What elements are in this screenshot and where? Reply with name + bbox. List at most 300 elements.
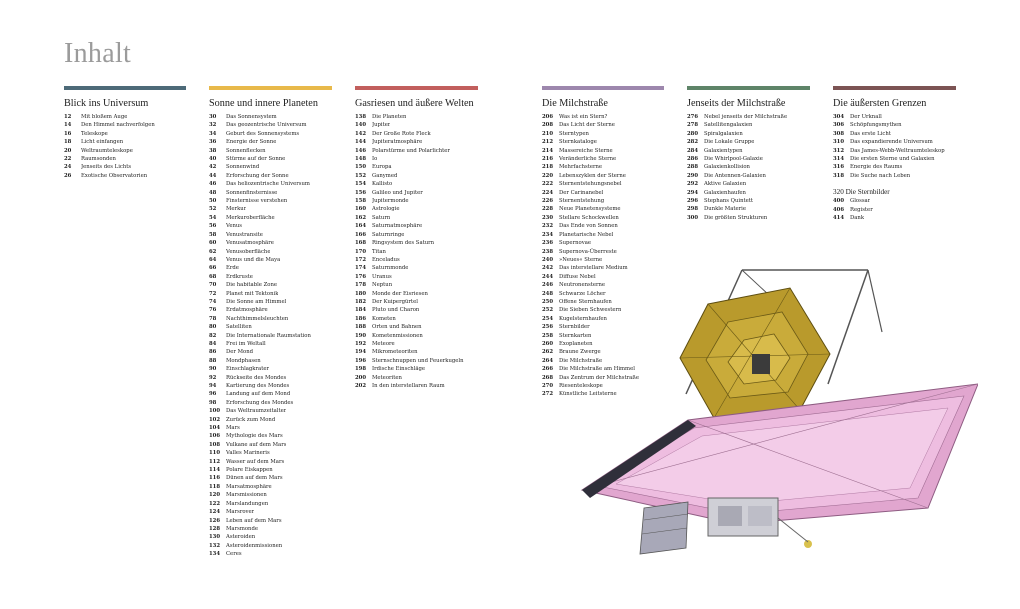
toc-entry-label: Exoplaneten [559,340,593,347]
toc-entry-page: 248 [542,290,554,297]
toc-entry-page: 146 [355,147,367,154]
toc-entry-label: Venus und die Maya [226,256,281,263]
toc-entry-label: Einschlagkrater [226,366,270,373]
toc-entry [209,550,332,558]
toc-entry-label: Asteroidenmissionen [226,542,283,549]
toc-entry-page: 20 [64,147,72,154]
toc-entry-page: 44 [209,172,217,179]
toc-entry-label: Supernovae [559,240,591,247]
toc-entry-label: Pluto und Charon [372,307,420,314]
toc-entry [209,248,332,256]
toc-entry-page: 254 [542,315,554,322]
section-color-bar [542,86,664,90]
toc-entry-label: Lebenszyklen der Sterne [559,172,626,179]
toc-entry-label: Neutronensterne [559,282,606,289]
toc-entry [355,205,478,213]
toc-entry-page: 34 [209,130,217,137]
toc-entry-page: 290 [687,172,699,179]
toc-entry-label: Irdische Einschläge [372,366,426,373]
toc-entry [355,365,478,373]
toc-entry-label: Sternschnuppen und Feuerkugeln [372,357,464,364]
toc-entry-label: Mars [226,425,240,432]
toc-entry-page: 242 [542,265,554,272]
toc-entry-label: Sternkarten [559,332,592,339]
toc-entry-page: 154 [355,181,367,188]
toc-entry-label: Die Antennen-Galaxien [704,172,766,179]
toc-entry-page: 232 [542,223,554,230]
toc-entry-page: 88 [209,357,217,364]
toc-entry-page: 206 [542,114,554,120]
toc-entry-label: Mythologie des Mars [226,433,283,440]
section-heading: Jenseits der Milchstraße [687,98,786,109]
toc-entry [355,130,478,138]
toc-entry [687,138,810,146]
toc-entry-label: Die Lokale Gruppe [704,139,755,146]
toc-entry-label: Der Urknall [850,114,882,120]
toc-entry [542,189,664,197]
toc-entry-page: 198 [355,366,367,373]
toc-entry-page: 220 [542,172,554,179]
toc-entry-label: Kometenmissionen [372,332,423,339]
toc-entry-page: 98 [209,399,217,406]
toc-entry-page: 282 [687,139,699,146]
toc-entry-label: Den Himmel nachverfolgen [81,122,155,129]
toc-entry-page: 194 [355,349,367,356]
toc-entry-page: 32 [209,122,217,129]
toc-entry-label: Valles Marineris [226,450,270,457]
toc-entry-page: 292 [687,181,699,188]
toc-entry [209,432,332,440]
toc-entry-label: Schöpfungsmythen [850,122,902,129]
toc-entry-label: Mit bloßem Auge [81,114,128,120]
section-color-bar [64,86,186,90]
toc-entry-page: 196 [355,357,367,364]
toc-entry [209,281,332,289]
toc-entry-label: Die Whirlpool-Galaxie [704,156,763,163]
toc-entry-label: Neue Planetensysteme [559,206,621,213]
toc-entry-page: 104 [209,425,221,432]
toc-entry-label: Monde der Eisriesen [372,290,428,297]
toc-entry [833,113,956,121]
toc-entry [209,357,332,365]
telescope-illustration [568,262,978,562]
toc-entry-label: Merkur [226,206,247,213]
toc-entry [209,298,332,306]
toc-entry-label: Marsatmosphäre [226,483,272,490]
toc-entry-label: Satellitengalaxien [704,122,753,129]
toc-entry-label: Polarstürme und Polarlichter [372,147,450,154]
toc-column-jenseits [687,86,810,222]
toc-entry-page: 278 [687,122,699,129]
toc-entry-label: Wasser auf dem Mars [226,458,285,465]
toc-entry [64,138,186,146]
toc-entry-label: Das expandierende Universum [850,139,933,146]
toc-entry-page: 142 [355,130,367,137]
toc-entry-page: 214 [542,147,554,154]
section-heading: Die äußersten Grenzen [833,98,927,109]
toc-entry-label: Venus [226,223,243,230]
toc-entry-page: 116 [209,475,221,482]
toc-entry-page: 256 [542,324,554,331]
toc-entry-page: 252 [542,307,554,314]
toc-entry-page: 406 [833,206,845,213]
toc-entry [209,416,332,424]
toc-entry-label: Das Sonnensystem [226,114,277,120]
toc-entry [209,130,332,138]
toc-entry [209,424,332,432]
toc-entry [687,172,810,180]
toc-entry-label: Jupiteratmosphäre [372,139,423,146]
toc-entry-page: 218 [542,164,554,171]
toc-entry [542,231,664,239]
toc-entry [209,205,332,213]
toc-entry [833,155,956,163]
toc-entry [687,205,810,213]
toc-entry-page: 22 [64,156,72,163]
toc-entry-page: 230 [542,214,554,221]
toc-entry-label: Frei im Weltall [226,340,266,347]
toc-entry [64,172,186,180]
toc-entry-label: Jenseits des Lichts [81,164,132,171]
toc-entry [209,189,332,197]
toc-entry [833,138,956,146]
toc-entry [64,130,186,138]
toc-entry-label: Jupiter [372,122,391,129]
toc-entry-page: 148 [355,156,367,163]
toc-entry-page: 318 [833,172,845,179]
toc-entry-page: 150 [355,164,367,171]
toc-entry-label: Register [850,206,873,213]
toc-entry-page: 128 [209,525,221,532]
toc-entry-page: 172 [355,256,367,263]
toc-entry-label: Das Zentrum der Milchstraße [559,374,639,381]
toc-entry-page: 166 [355,231,367,238]
toc-entry-page: 132 [209,542,221,549]
toc-entry-page: 208 [542,122,554,129]
toc-entry-page: 210 [542,130,554,137]
section-heading: Sonne und innere Planeten [209,98,318,109]
toc-entry-page: 108 [209,441,221,448]
toc-entry-label: Venusoberfläche [226,248,271,255]
toc-entry-label: Sternkataloge [559,139,597,146]
toc-entry-label: Die ersten Sterne und Galaxien [850,156,935,163]
toc-entry-label: Venustransite [226,231,263,238]
toc-entry [209,491,332,499]
toc-entry-page: 158 [355,198,367,205]
toc-entry-page: 224 [542,189,554,196]
toc-entry [209,441,332,449]
toc-entry-label: Künstliche Leitsterne [559,391,617,398]
toc-entry-label: Galaxientypen [704,147,743,154]
toc-entry-page: 202 [355,383,367,389]
toc-entry-page: 76 [209,307,217,314]
toc-entry-page: 246 [542,282,554,289]
toc-entry-label: Sonnenflecken [226,147,266,154]
toc-entry [355,231,478,239]
toc-entry-page: 170 [355,248,367,255]
toc-entry [355,163,478,171]
toc-entry-label: Supernova-Überreste [559,248,617,255]
toc-entry-page: 58 [209,231,217,238]
toc-entry-page: 78 [209,315,217,322]
toc-entry-page: 130 [209,534,221,541]
toc-entry-page: 48 [209,189,217,196]
toc-entry-page: 238 [542,248,554,255]
toc-entry-page: 286 [687,156,699,163]
toc-entry-page: 36 [209,139,217,146]
toc-entry-label: Rückseite des Mondes [226,374,287,381]
toc-entry-label: Die größten Strukturen [704,214,768,221]
toc-entry [542,205,664,213]
toc-entry [355,298,478,306]
toc-entry-page: 138 [355,114,367,120]
toc-entry-page: 152 [355,172,367,179]
toc-entry-page: 156 [355,189,367,196]
toc-entry-page: 80 [209,324,217,331]
toc-entry [209,155,332,163]
toc-entry-label: Titan [372,248,386,255]
section-color-bar [209,86,332,90]
toc-entry-label: Europa [372,164,392,171]
toc-entry-page: 134 [209,551,221,558]
toc-entry-page: 264 [542,357,554,364]
toc-entry-label: Das Licht der Sterne [559,122,615,129]
toc-entry [833,130,956,138]
toc-entry-label: Sternentstehungsnebel [559,181,622,188]
toc-entry-label: Satelliten [226,324,252,331]
section-heading: Blick ins Universum [64,98,149,109]
toc-entry [833,121,956,129]
toc-entry-label: Der Carinanebel [559,189,604,196]
toc-entry-label: Marsrover [226,509,255,516]
toc-entry [209,483,332,491]
toc-entry [209,332,332,340]
toc-entry-label: Dunkle Materie [704,206,746,213]
toc-entry-label: Erdkruste [226,273,253,280]
toc-entry-page: 14 [64,122,72,129]
toc-entry-label: Erde [226,265,239,272]
toc-entry-label: Dünen auf dem Mars [226,475,283,482]
toc-entry-page: 110 [209,450,221,457]
section-color-bar [687,86,810,90]
toc-entry-page: 190 [355,332,367,339]
toc-entry [542,121,664,129]
toc-entry-label: Erforschung der Sonne [226,172,289,179]
toc-entry-label: Marslandungen [226,500,269,507]
toc-entry-page: 38 [209,147,217,154]
toc-entry-page: 90 [209,366,217,373]
toc-entry-page: 296 [687,198,699,205]
toc-entry [355,281,478,289]
toc-entry-label: Astrologie [372,206,400,213]
toc-entry-page: 192 [355,340,367,347]
toc-entry [355,113,478,121]
toc-entry-label: Diffuse Nebel [559,273,596,280]
toc-entry-label: Galaxienhaufen [704,189,746,196]
toc-entry-label: Marsmonde [226,525,258,532]
toc-entry-label: Das James-Webb-Weltraumteleskop [850,147,945,154]
toc-entry-page: 284 [687,147,699,154]
toc-entry-page: 414 [833,215,845,222]
toc-entry [64,147,186,155]
toc-entry-page: 52 [209,206,217,213]
toc-entry-label: Neptun [372,282,393,289]
toc-entry-label: Die Planeten [372,114,407,120]
toc-entry-page: 164 [355,223,367,230]
toc-entry-label: Geburt des Sonnensystems [226,130,300,137]
toc-entry-page: 294 [687,189,699,196]
toc-entry-label: Exotische Observatorien [81,172,148,179]
toc-entry-label: Saturnmonde [372,265,409,272]
toc-entry-label: Saturnringe [372,231,405,238]
toc-entry [355,264,478,272]
toc-entry-label: Kometen [372,315,396,322]
toc-entry [209,474,332,482]
toc-entry-label: Energie des Raums [850,164,903,171]
toc-entry-page: 66 [209,265,217,272]
toc-entry [209,399,332,407]
toc-entry [209,517,332,525]
toc-entry [209,180,332,188]
toc-entry-label: Teleskope [81,130,108,137]
toc-entry [355,189,478,197]
toc-entry-page: 160 [355,206,367,213]
toc-entry [687,130,810,138]
toc-entry [209,138,332,146]
toc-entry-label: Kallisto [372,181,393,188]
toc-entry [355,290,478,298]
toc-entry-page: 72 [209,290,217,297]
toc-entry-page: 70 [209,282,217,289]
toc-entry [542,248,664,256]
toc-entry-page: 272 [542,391,554,398]
toc-entry-page: 316 [833,164,845,171]
toc-entry-label: Jupitermonde [372,198,409,205]
toc-entry-page: 96 [209,391,217,398]
toc-entry-label: Finsternisse verstehen [226,198,288,205]
toc-entry [355,374,478,382]
toc-entry [355,155,478,163]
toc-entry-page: 300 [687,214,699,221]
toc-entry-page: 26 [64,172,72,179]
toc-entry [209,121,332,129]
toc-entry-page: 184 [355,307,367,314]
toc-entry-label: Venusatmosphäre [226,240,274,247]
toc-entry [355,214,478,222]
toc-entry-label: Die Milchstraße [559,357,603,364]
section-color-bar [355,86,478,90]
toc-entry-page: 54 [209,214,217,221]
toc-entry-label: Der Große Rote Fleck [372,130,431,137]
toc-entry-page: 18 [64,139,72,146]
toc-entry-label: Stellare Schockwellen [559,214,619,221]
toc-entry [355,256,478,264]
toc-entry-page: 30 [209,114,217,120]
toc-entry [355,315,478,323]
toc-entry-label: Die Suche nach Leben [850,172,911,179]
toc-entry-page: 222 [542,181,554,188]
toc-entry-label: Braune Zwerge [559,349,601,356]
toc-entry [209,264,332,272]
toc-entry-page: 68 [209,273,217,280]
toc-entry-label: Spiralgalaxien [704,130,743,137]
toc-entry-page: 124 [209,509,221,516]
toc-entry [687,163,810,171]
toc-entry [687,189,810,197]
toc-entry [209,500,332,508]
toc-entry [64,163,186,171]
toc-entry [542,155,664,163]
toc-entry-page: 312 [833,147,845,154]
toc-entry-label: Kugelsternhaufen [559,315,607,322]
toc-column-gasriesen [355,86,478,390]
toc-entry-label: Kartierung des Mondes [226,383,290,389]
toc-entry-label: Energie der Sonne [226,139,277,146]
toc-entry-page: 288 [687,164,699,171]
toc-entry-label: »Neues« Sterne [559,256,603,263]
toc-entry-page: 56 [209,223,217,230]
toc-entry [542,197,664,205]
toc-entry-page: 276 [687,114,699,120]
toc-entry-page: 298 [687,206,699,213]
toc-entry-label: Erforschung des Mondes [226,399,294,406]
toc-entry-page: 74 [209,298,217,305]
toc-entry-page: 82 [209,332,217,339]
toc-entry [833,172,956,180]
toc-entry [355,239,478,247]
toc-entry-page: 24 [64,164,72,171]
toc-column-sonne [209,86,332,559]
toc-column-grenzen [833,86,956,222]
toc-entry-label: Das Weltraumzeitalter [226,408,287,415]
toc-entry [209,315,332,323]
toc-entry-label: Sterntypen [559,130,589,137]
toc-entry [542,239,664,247]
toc-entry [687,197,810,205]
toc-entry [542,113,664,121]
toc-entry-page: 314 [833,156,845,163]
toc-entry [833,197,956,205]
toc-entry-label: Das heliozentrische Universum [226,181,310,188]
toc-entry-page: 174 [355,265,367,272]
toc-entry [209,533,332,541]
toc-entry [209,197,332,205]
toc-entry-page: 186 [355,315,367,322]
toc-entry-label: In den interstellaren Raum [372,383,445,389]
toc-entry-label: Marsmissionen [226,492,267,499]
toc-entry [209,340,332,348]
toc-entry-label: Mondphasen [226,357,261,364]
toc-entry [209,508,332,516]
toc-entry-label: Sonnenwind [226,164,260,171]
toc-entry-page: 260 [542,340,554,347]
toc-entry-label: Landung auf dem Mond [226,391,291,398]
toc-entry-page: 236 [542,240,554,247]
toc-entry [542,214,664,222]
toc-entry [687,214,810,222]
toc-entry [209,256,332,264]
toc-entry [687,113,810,121]
toc-entry-label: Das erste Licht [850,130,891,137]
toc-entry-label: Schwarze Löcher [559,290,606,297]
section-color-bar [833,86,956,90]
toc-entry-page: 240 [542,256,554,263]
toc-entry-label: Vulkane auf dem Mars [226,441,287,448]
toc-entry-page: 268 [542,374,554,381]
toc-entry-label: Saturn [372,214,391,221]
toc-entry-label: Leben auf dem Mars [226,517,282,524]
toc-entry-page: 180 [355,290,367,297]
